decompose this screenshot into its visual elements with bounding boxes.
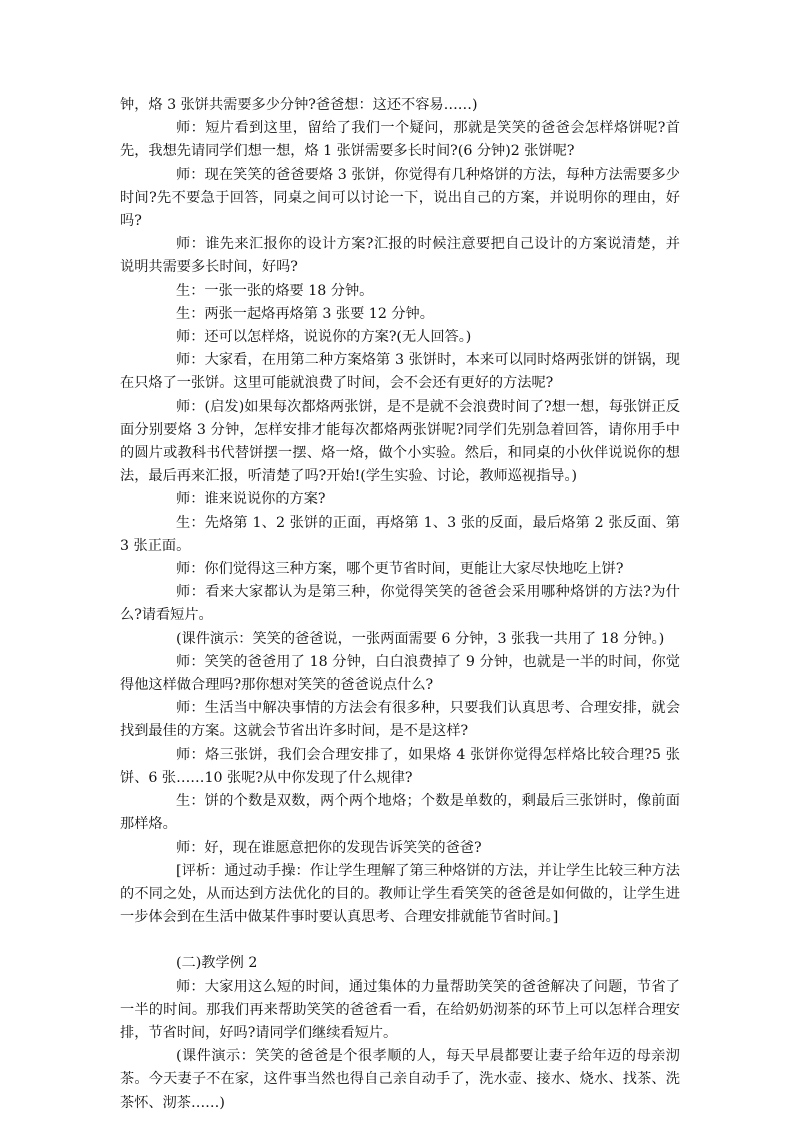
paragraph-teacher-question: 师：短片看到这里，留给了我们一个疑问，那就是笑笑的爸爸会怎样烙饼呢?首先，我想先请同学们想一想，烙 1 张饼需要多长时间?(6 分钟)2 张饼呢? [120,120,680,160]
blank-line [120,929,680,952]
paragraph-teacher-waste: 师：大家看，在用第二种方案烙第 3 张饼时，本来可以同时烙两张饼的饼锅，现在只烙了一张饼。这里可能就浪费了时间，会不会还有更好的方法呢? [120,352,680,392]
paragraph-courseware-demo-2: (课件演示：笑笑的爸爸是个很孝顺的人，每天早晨都要让妻子给年迈的母亲沏茶。今天妻子不在家，这件事当然也得自己亲自动手了，洗水壶、接水、烧水、找茶、洗茶怀、沏茶……) [120,1048,680,1111]
paragraph-teacher-report: 师：谁先来汇报你的设计方案?汇报的时候注意要把自己设计的方案说清楚，并说明共需要多长时间，好吗? [120,236,680,276]
paragraph-student-pattern: 生：饼的个数是双数，两个两个地烙；个数是单数的，剩最后三张饼时，像前面那样烙。 [120,793,680,833]
paragraph-teacher-life: 师：生活当中解决事情的方法会有很多种，只要我们认真思考、合理安排，就会找到最佳的方案。这就会节省出许多时间，是不是这样? [120,700,680,740]
paragraph-teacher-compare: 师：你们觉得这三种方案，哪个更节省时间，更能让大家尽快地吃上饼? [176,561,624,578]
paragraph-teacher-inspire: 师：(启发)如果每次都烙两张饼，是不是就不会浪费时间了?想一想，每张饼正反面分别要烙 3 分钟，怎样安排才能每次都烙两张饼呢?同学们先别急着回答，请你用手中的圆片或教科书代替饼摆一摆、烙一烙，做个小实验。然后，和同桌的小伙伴说说你的想法，最后再来汇报，听清楚了吗?开始!(学生实验、讨论，教师巡视指导。) [120,398,680,485]
paragraph-student-answer-2: 生：两张一起烙再烙第 3 张要 12 分钟。 [176,305,434,322]
paragraph-teacher-tell: 师：好，现在谁愿意把你的发现告诉笑笑的爸爸? [176,839,482,856]
paragraph-teacher-ask-plan: 师：谁来说说你的方案? [176,491,326,508]
paragraph-teacher-pattern: 师：烙三张饼，我们会合理安排了，如果烙 4 张饼你觉得怎样烙比较合理?5 张饼、6 张……10 张呢?从中你发现了什么规律? [120,746,680,786]
paragraph-teacher-other-method: 师：还可以怎样烙，说说你的方案?(无人回答。) [176,329,472,346]
paragraph-commentary: [评析：通过动手操：作让学生理解了第三种烙饼的方法，并让学生比较三种方法的不同之处，从而达到方法优化的目的。教师让学生看笑笑的爸爸是如何做的，让学生进一步体会到在生活中做某件事时要认真思考、合理安排就能节省时间。] [120,862,680,926]
paragraph-teacher-tea: 师：大家用这么短的时间，通过集体的力量帮助笑笑的爸爸解决了问题，节省了一半的时间。那我们再来帮助笑笑的爸爸看一看，在给奶奶沏茶的环节上可以怎样合理安排，节省时间，好吗?请同学们继续看短片。 [120,978,680,1041]
paragraph-teacher-third-plan: 师：看来大家都认为是第三种，你觉得笑笑的爸爸会采用哪种烙饼的方法?为什么?请看短片。 [120,584,680,624]
paragraph-student-answer-1: 生：一张一张的烙要 18 分钟。 [176,282,374,299]
paragraph-courseware-demo-1: (课件演示：笑笑的爸爸说，一张两面需要 6 分钟，3 张我一共用了 18 分钟。) [176,630,665,647]
paragraph-continuation: 钟，烙 3 张饼共需要多少分钟?爸爸想：这还不容易……) [120,97,478,113]
document-body [120,94,680,1115]
paragraph-student-plan: 生：先烙第 1、2 张饼的正面，再烙第 1、3 张的反面，最后烙第 2 张反面、第 3 张正面。 [120,514,680,554]
paragraph-teacher-three-cakes: 师：现在笑笑的爸爸要烙 3 张饼，你觉得有几种烙饼的方法，每种方法需要多少时间?先不要急于回答，同桌之间可以讨论一下，说出自己的方案，并说明你的理由，好吗? [120,166,680,230]
section-heading-example-2: (二)教学例 2 [176,955,258,972]
paragraph-teacher-18-minutes: 师：笑笑的爸爸用了 18 分钟，白白浪费掉了 9 分钟，也就是一半的时间，你觉得他这样做合理吗?那你想对笑笑的爸爸说点什么? [120,653,680,694]
